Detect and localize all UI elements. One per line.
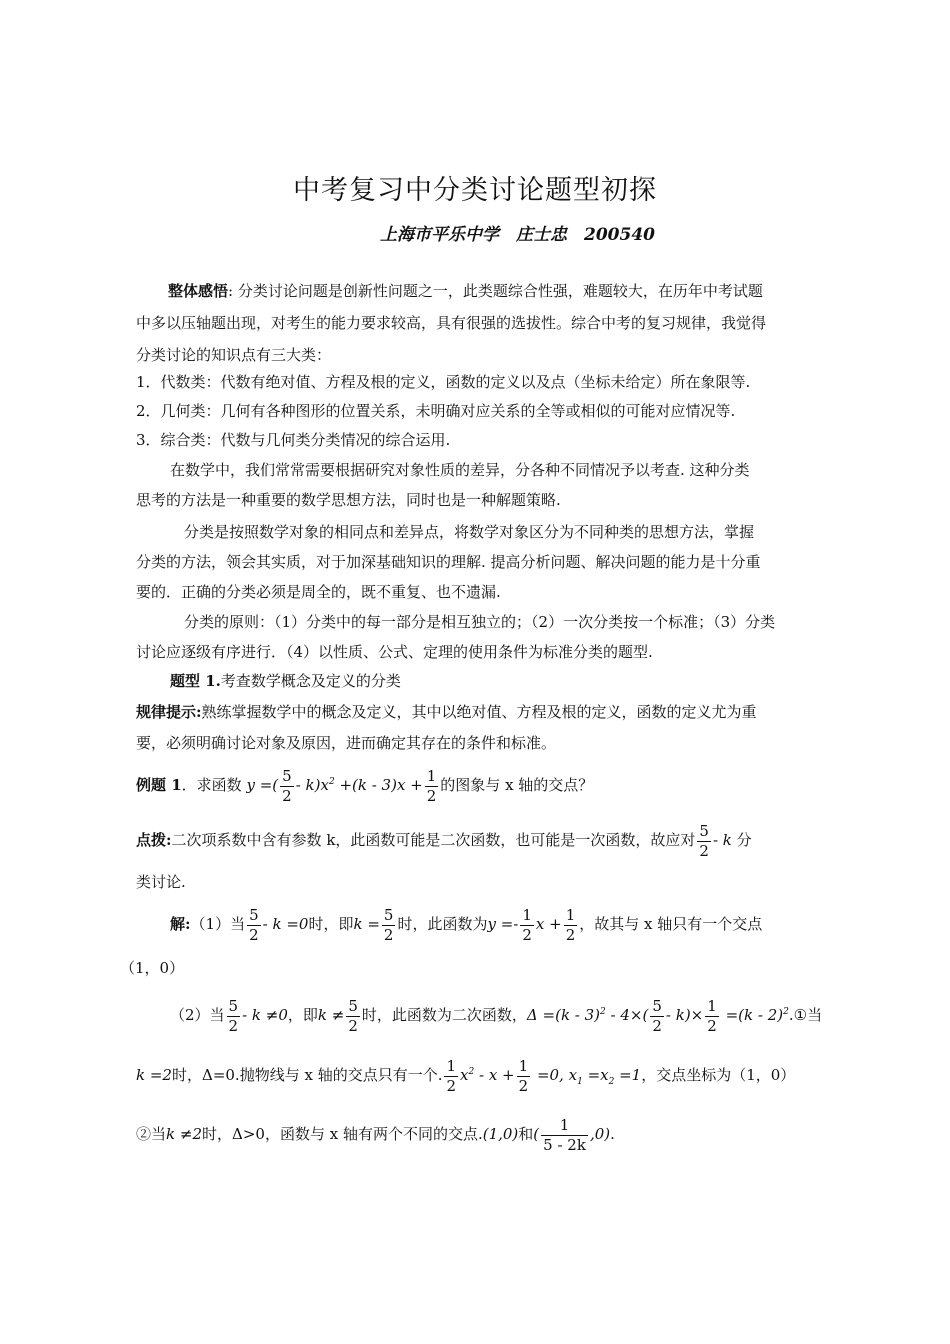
para1-line-1: 在数学中，我们常常需要根据研究对象性质的差异，分各种不同情况予以考查. 这种分类 bbox=[170, 461, 750, 479]
solution-s2-delta: Δ =(k - 3)$^2$ - 4×( $\frac{5}{2}$ - k)× $\frac{1}{2}$ =(k - 2)$^2$. bbox=[526, 996, 794, 1035]
solution-s1-k: k = $\frac{5}{2}$ bbox=[353, 905, 394, 944]
solution-s3-eq: $\frac{1}{2}$ $x^2$ - x + $\frac{1}{2}$ =0, $x_1 =x_2 =1$ bbox=[446, 1056, 642, 1095]
solution-line-4 bbox=[136, 1112, 816, 1156]
hint-text-1: 熟练掌握数学中的概念及定义，其中以绝对值、方程及根的定义，函数的定义尤为重 bbox=[201, 703, 757, 721]
solution-s4-b: 时，Δ>0，函数与 x 轴有两个不同的交点. bbox=[202, 1125, 483, 1143]
type1-label: 题型 1. bbox=[170, 672, 221, 690]
solution-s4-c: 和 bbox=[518, 1125, 534, 1143]
tip-label: 点拨: bbox=[136, 831, 172, 849]
solution-s4-d: . bbox=[610, 1125, 615, 1143]
solution-s3-k: k =2 bbox=[136, 1066, 172, 1084]
page-title: 中考复习中分类讨论题型初探 bbox=[293, 175, 657, 206]
solution-s1-a: （1）当 bbox=[190, 915, 246, 933]
solution-s1-func: y =- $\frac{1}{2}$ x + $\frac{1}{2}$ bbox=[487, 905, 576, 944]
solution-s4-p2: ( $\frac{1}{5 - 2k}$ ,0) bbox=[533, 1115, 611, 1154]
para3-line-2: 讨论应逐级有序进行．（4）以性质、公式、定理的使用条件为标准分类的题型. bbox=[136, 643, 653, 661]
solution-s4-p1: (1,0) bbox=[482, 1125, 519, 1143]
hint-line-1 bbox=[136, 702, 816, 722]
category-2: 2．几何类：几何有各种图形的位置关系，未明确对应关系的全等或相似的可能对应情况等. bbox=[136, 402, 736, 420]
para2-line-2: 分类的方法，领会其实质，对于加深基础知识的理解. 提高分析问题、解决问题的能力是十分重 bbox=[136, 553, 761, 571]
intro-label: 整体感悟 bbox=[168, 282, 229, 300]
intro-line-3: 分类讨论的知识点有三大类： bbox=[136, 346, 332, 364]
solution-label: 解: bbox=[170, 915, 191, 933]
solution-s3-b: 时，Δ=0.抛物线与 x 轴的交点只有一个. bbox=[171, 1066, 443, 1084]
example-post: 的图象与 x 轴的交点？ bbox=[440, 776, 594, 794]
tip-line-1 bbox=[136, 818, 816, 862]
solution-line-1 bbox=[170, 902, 816, 946]
solution-s2-cond: $\frac{5}{2}$ - k ≠0 bbox=[228, 996, 288, 1035]
tip-pre: 二次项系数中含有参数 k，此函数可能是二次函数，也可能是一次函数，故应对 bbox=[171, 831, 696, 849]
intro-line-2: 中多以压轴题出现，对考生的能力要求较高，具有很强的选拔性。综合中考的复习规律，我觉得 bbox=[136, 314, 767, 332]
example-label: 例题 1 bbox=[136, 776, 182, 794]
intro-line-1 bbox=[168, 281, 816, 301]
example-pre: ．求函数 bbox=[181, 776, 242, 794]
solution-s1-d: ，故其与 x 轴只有一个交点 bbox=[579, 915, 763, 933]
para1-line-2: 思考的方法是一种重要的数学思想方法，同时也是一种解题策略. bbox=[136, 491, 561, 509]
solution-s1-cond: $\frac{5}{2}$ - k =0 bbox=[249, 905, 309, 944]
solution-line-2: （2）当 $\frac{5}{2}$ - k ≠0，即k ≠ $\frac{5}{2}$ 时，此函数为二次函数，Δ =(k - 3)$^2$ - 4×( $\frac{5}{2}$ - k)× $\frac{1}{2}$ =(k - 2)$^2$.①当 bbox=[170, 996, 823, 1035]
para2-line-3: 要的．正确的分类必须是周全的，既不重复、也不遗漏. bbox=[136, 583, 501, 601]
solution-s1-c: 时，此函数为 bbox=[397, 915, 488, 933]
tip-post: 分 bbox=[736, 831, 752, 849]
solution-s4-k: k ≠2 bbox=[166, 1125, 202, 1143]
solution-s4-a: ②当 bbox=[136, 1125, 167, 1143]
category-1: 1．代数类：代数有绝对值、方程及根的定义，函数的定义以及点（坐标未给定）所在象限等. bbox=[136, 373, 751, 391]
solution-line-3 bbox=[136, 1050, 816, 1104]
intro-text-1: : 分类讨论问题是创新性问题之一，此类题综合性强，难题较大，在历年中考试题 bbox=[228, 282, 763, 300]
para2-line-1: 分类是按照数学对象的相同点和差异点，将数学对象区分为不同种类的思想方法，掌握 bbox=[184, 523, 755, 541]
author-line: 上海市平乐中学 庄士忠 200540 bbox=[380, 225, 655, 245]
tip-line-2: 类讨论. bbox=[136, 873, 186, 891]
solution-s2-k: k ≠ $\frac{5}{2}$ bbox=[317, 996, 358, 1035]
para3-line-1: 分类的原则：（1）分类中的每一部分是相互独立的；（2）一次分类按一个标准；（3）分类 bbox=[184, 613, 776, 631]
type1-heading bbox=[170, 671, 816, 691]
tip-formula: $\frac{5}{2}$ - k bbox=[699, 821, 737, 860]
solution-s3-c: ，交点坐标为（1，0） bbox=[641, 1066, 796, 1084]
solution-s2-c: 时，此函数为二次函数， bbox=[361, 1006, 527, 1024]
category-3: 3．综合类：代数与几何类分类情况的综合运用. bbox=[136, 431, 451, 449]
solution-s2-b: ，即 bbox=[287, 1006, 318, 1024]
solution-s2-d: 当 bbox=[807, 1006, 823, 1024]
solution-s2-a: （2）当 bbox=[170, 1006, 225, 1024]
example-formula: y =( $\frac{5}{2}$ - $k)x^2 +(k - 3)x$ + $\frac{1}{2}$ bbox=[246, 766, 437, 805]
hint-line-2: 要，必须明确讨论对象及原因，进而确定其存在的条件和标准。 bbox=[136, 734, 557, 752]
solution-s1-point: （1，0） bbox=[120, 959, 185, 977]
solution-s1-b: 时，即 bbox=[308, 915, 354, 933]
example-1 bbox=[136, 762, 816, 806]
hint-label: 规律提示: bbox=[136, 703, 202, 721]
type1-text: 考查数学概念及定义的分类 bbox=[220, 672, 401, 690]
